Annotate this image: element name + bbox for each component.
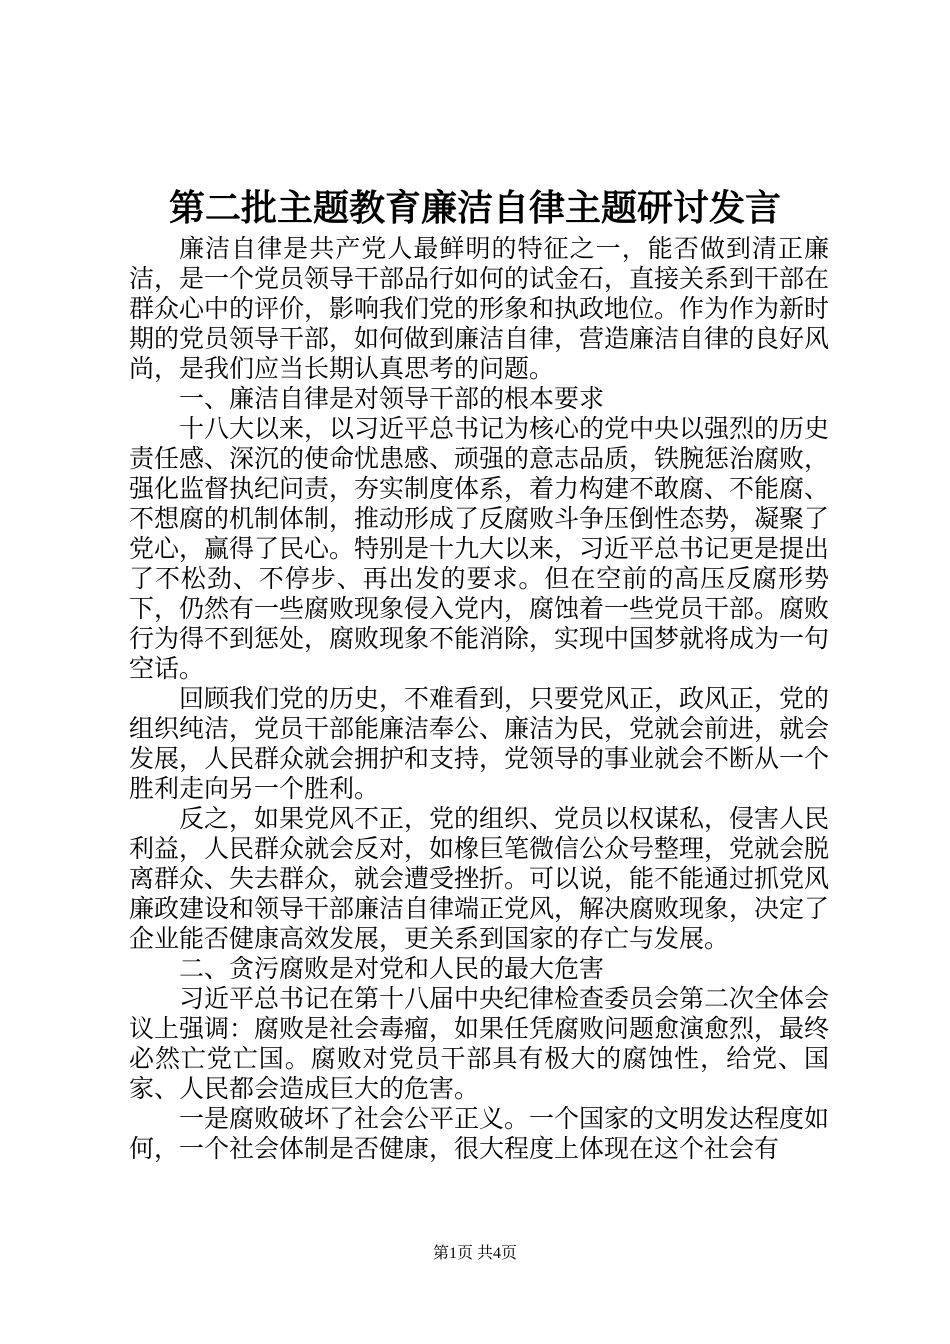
document-body xyxy=(129,234,829,1164)
section-heading-2: 二、贪污腐败是对党和人民的最大危害 xyxy=(179,954,605,983)
paragraph: 反之，如果党风不正，党的组织、党员以权谋私，侵害人民利益，人民群众就会反对，如橡巨笔微信公众号整理，党就会脱离群众、失去群众，就会遭受挫折。可以说，能不能通过抓党风廉政建设和领导干部廉洁自律端正党风，解决腐败现象，决定了企业能否健康高效发展，更关系到国家的存亡与发展。 xyxy=(129,804,830,953)
paragraph: 一是腐败破坏了社会公平正义。一个国家的文明发达程度如何，一个社会体制是否健康，很大程度上体现在这个社会有 xyxy=(129,1104,830,1163)
page-footer: 第1页 共4页 xyxy=(432,1245,517,1262)
paragraph: 习近平总书记在第十八届中央纪律检查委员会第二次全体会议上强调：腐败是社会毒瘤，如果任凭腐败问题愈演愈烈，最终必然亡党亡国。腐败对党员干部具有极大的腐蚀性，给党、国家、人民都会造成巨大的危害。 xyxy=(129,984,830,1103)
paragraph: 十八大以来，以习近平总书记为核心的党中央以强烈的历史责任感、深沉的使命忧患感、顽强的意志品质，铁腕惩治腐败，强化监督执纪问责，夯实制度体系，着力构建不敢腐、不能腐、不想腐的机制体制，推动形成了反腐败斗争压倒性态势，凝聚了党心，赢得了民心。特别是十九大以来，习近平总书记更是提出了不松劲、不停步、再出发的要求。但在空前的高压反腐形势下，仍然有一些腐败现象侵入党内，腐蚀着一些党员干部。腐败行为得不到惩处，腐败现象不能消除，实现中国梦就将成为一句空话。 xyxy=(129,414,830,683)
document-title: 第二批主题教育廉洁自律主题研讨发言 xyxy=(168,188,781,229)
paragraph: 回顾我们党的历史，不难看到，只要党风正，政风正，党的组织纯洁，党员干部能廉洁奉公、廉洁为民，党就会前进，就会发展，人民群众就会拥护和支持，党领导的事业就会不断从一个胜利走向另一个胜利。 xyxy=(129,684,830,803)
paragraph-intro: 廉洁自律是共产党人最鲜明的特征之一，能否做到清正廉洁，是一个党员领导干部品行如何的试金石，直接关系到干部在群众心中的评价，影响我们党的形象和执政地位。作为作为新时期的党员领导干部，如何做到廉洁自律，营造廉洁自律的良好风尚，是我们应当长期认真思考的问题。 xyxy=(129,234,830,383)
section-heading-1: 一、廉洁自律是对领导干部的根本要求 xyxy=(179,384,605,413)
